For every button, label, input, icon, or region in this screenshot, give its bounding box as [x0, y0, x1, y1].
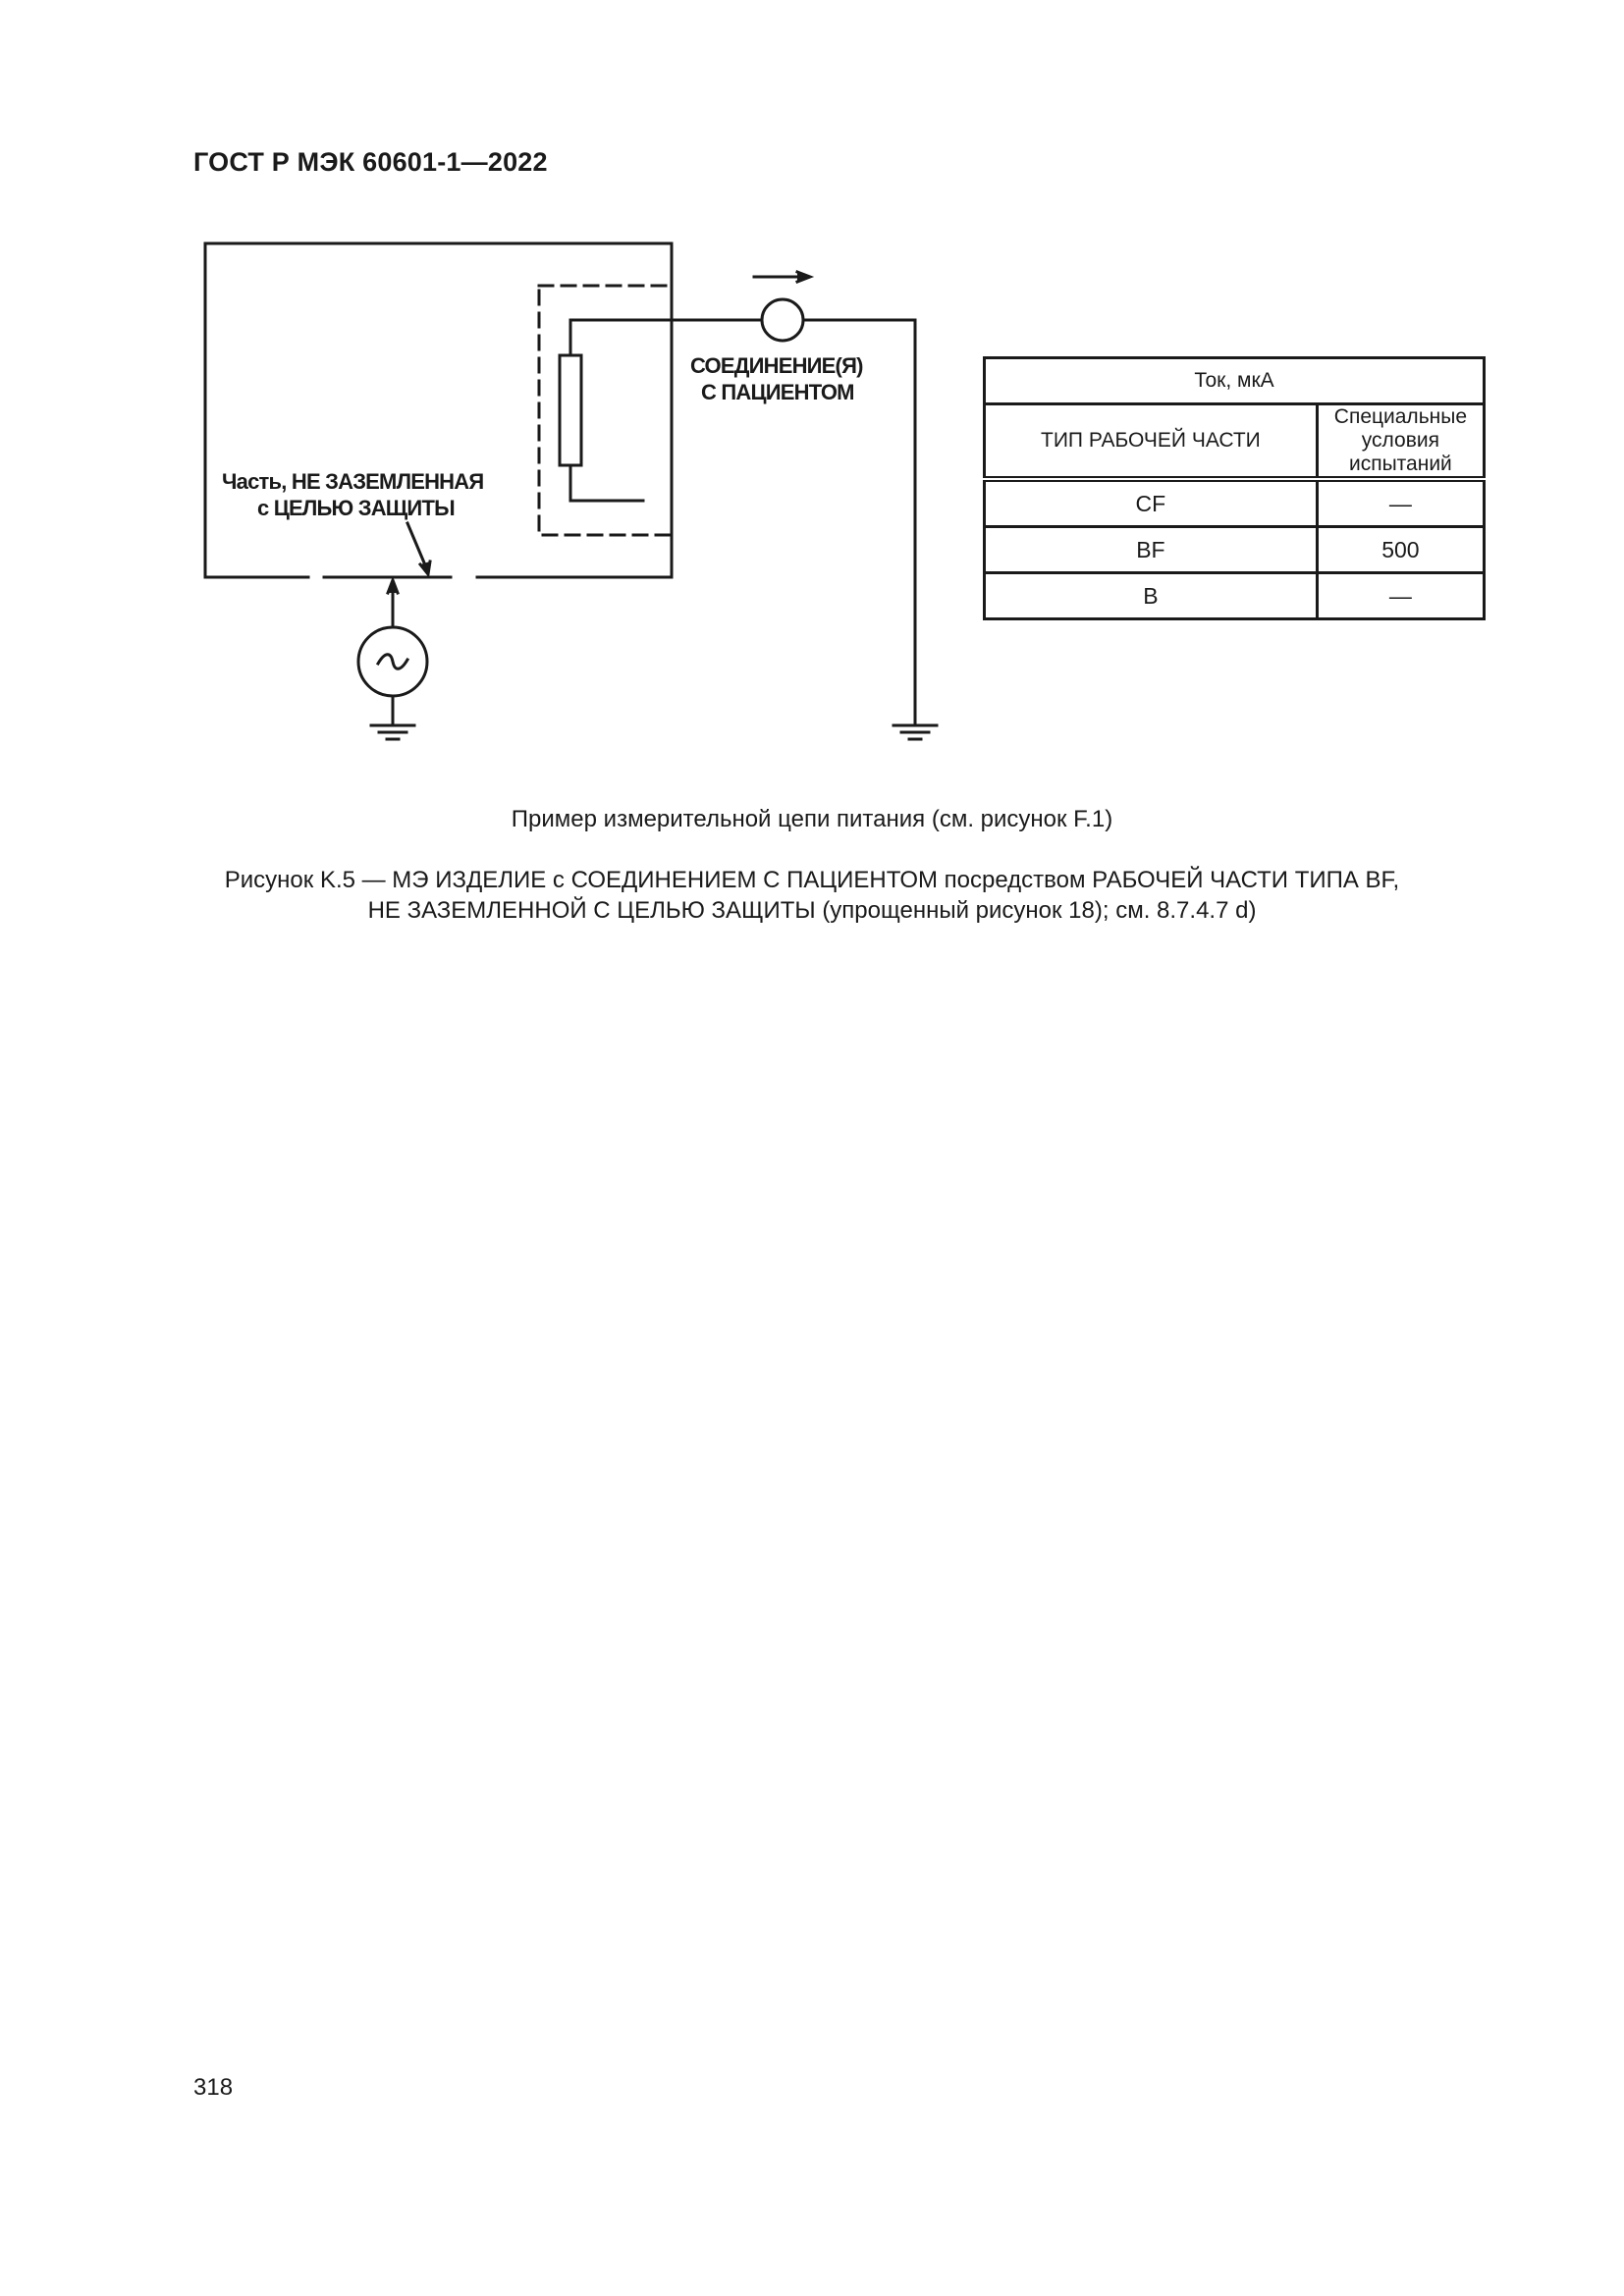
page-number: 318 — [193, 2074, 234, 2101]
document-header: ГОСТ Р МЭК 60601-1—2022 — [193, 147, 548, 177]
figure-caption — [196, 865, 1428, 926]
ac-source-symbol — [358, 580, 427, 739]
unearthed-part-label: Часть, НЕ ЗАЗЕМЛЕННАЯ — [222, 469, 484, 494]
applied-part-type: CF — [985, 479, 1318, 527]
table-title: Ток, мкА — [985, 358, 1485, 404]
table-row — [985, 527, 1485, 573]
equipment-enclosure — [205, 243, 672, 577]
patient-connection-label: С ПАЦИЕНТОМ — [701, 380, 854, 404]
patient-connection-terminal — [762, 299, 803, 341]
patient-connection-label: СОЕДИНЕНИЕ(Я) — [690, 353, 863, 378]
figure-caption-line: НЕ ЗАЗЕМЛЕННОЙ С ЦЕЛЬЮ ЗАЩИТЫ (упрощенный рисунок 18); см. 8.7.4.7 d) — [367, 897, 1257, 924]
leakage-current-table — [983, 356, 1486, 620]
column-header-conditions: Специальные условия испытаний — [1317, 404, 1484, 480]
applied-part-type: BF — [985, 527, 1318, 573]
current-value: — — [1317, 573, 1484, 619]
resistor-symbol — [560, 355, 581, 465]
earth-ground-icon — [893, 725, 937, 739]
column-header-type: ТИП РАБОЧЕЙ ЧАСТИ — [985, 404, 1318, 480]
figure-caption-line: Рисунок K.5 — МЭ ИЗДЕЛИЕ с СОЕДИНЕНИЕМ С ПАЦИЕНТОМ посредством РАБОЧЕЙ ЧАСТИ ТИПА BF, — [224, 867, 1400, 893]
current-value: 500 — [1317, 527, 1484, 573]
label-leader-arrow — [407, 523, 430, 574]
internal-wiring — [570, 320, 760, 501]
applied-part-type: B — [985, 573, 1318, 619]
unearthed-part-label: с ЦЕЛЬЮ ЗАЩИТЫ — [257, 496, 455, 520]
example-caption: Пример измерительной цепи питания (см. рисунок F.1) — [511, 806, 1113, 832]
table-row — [985, 479, 1485, 527]
current-value: — — [1317, 479, 1484, 527]
table-row — [985, 573, 1485, 619]
current-direction-arrow-icon — [754, 272, 810, 282]
